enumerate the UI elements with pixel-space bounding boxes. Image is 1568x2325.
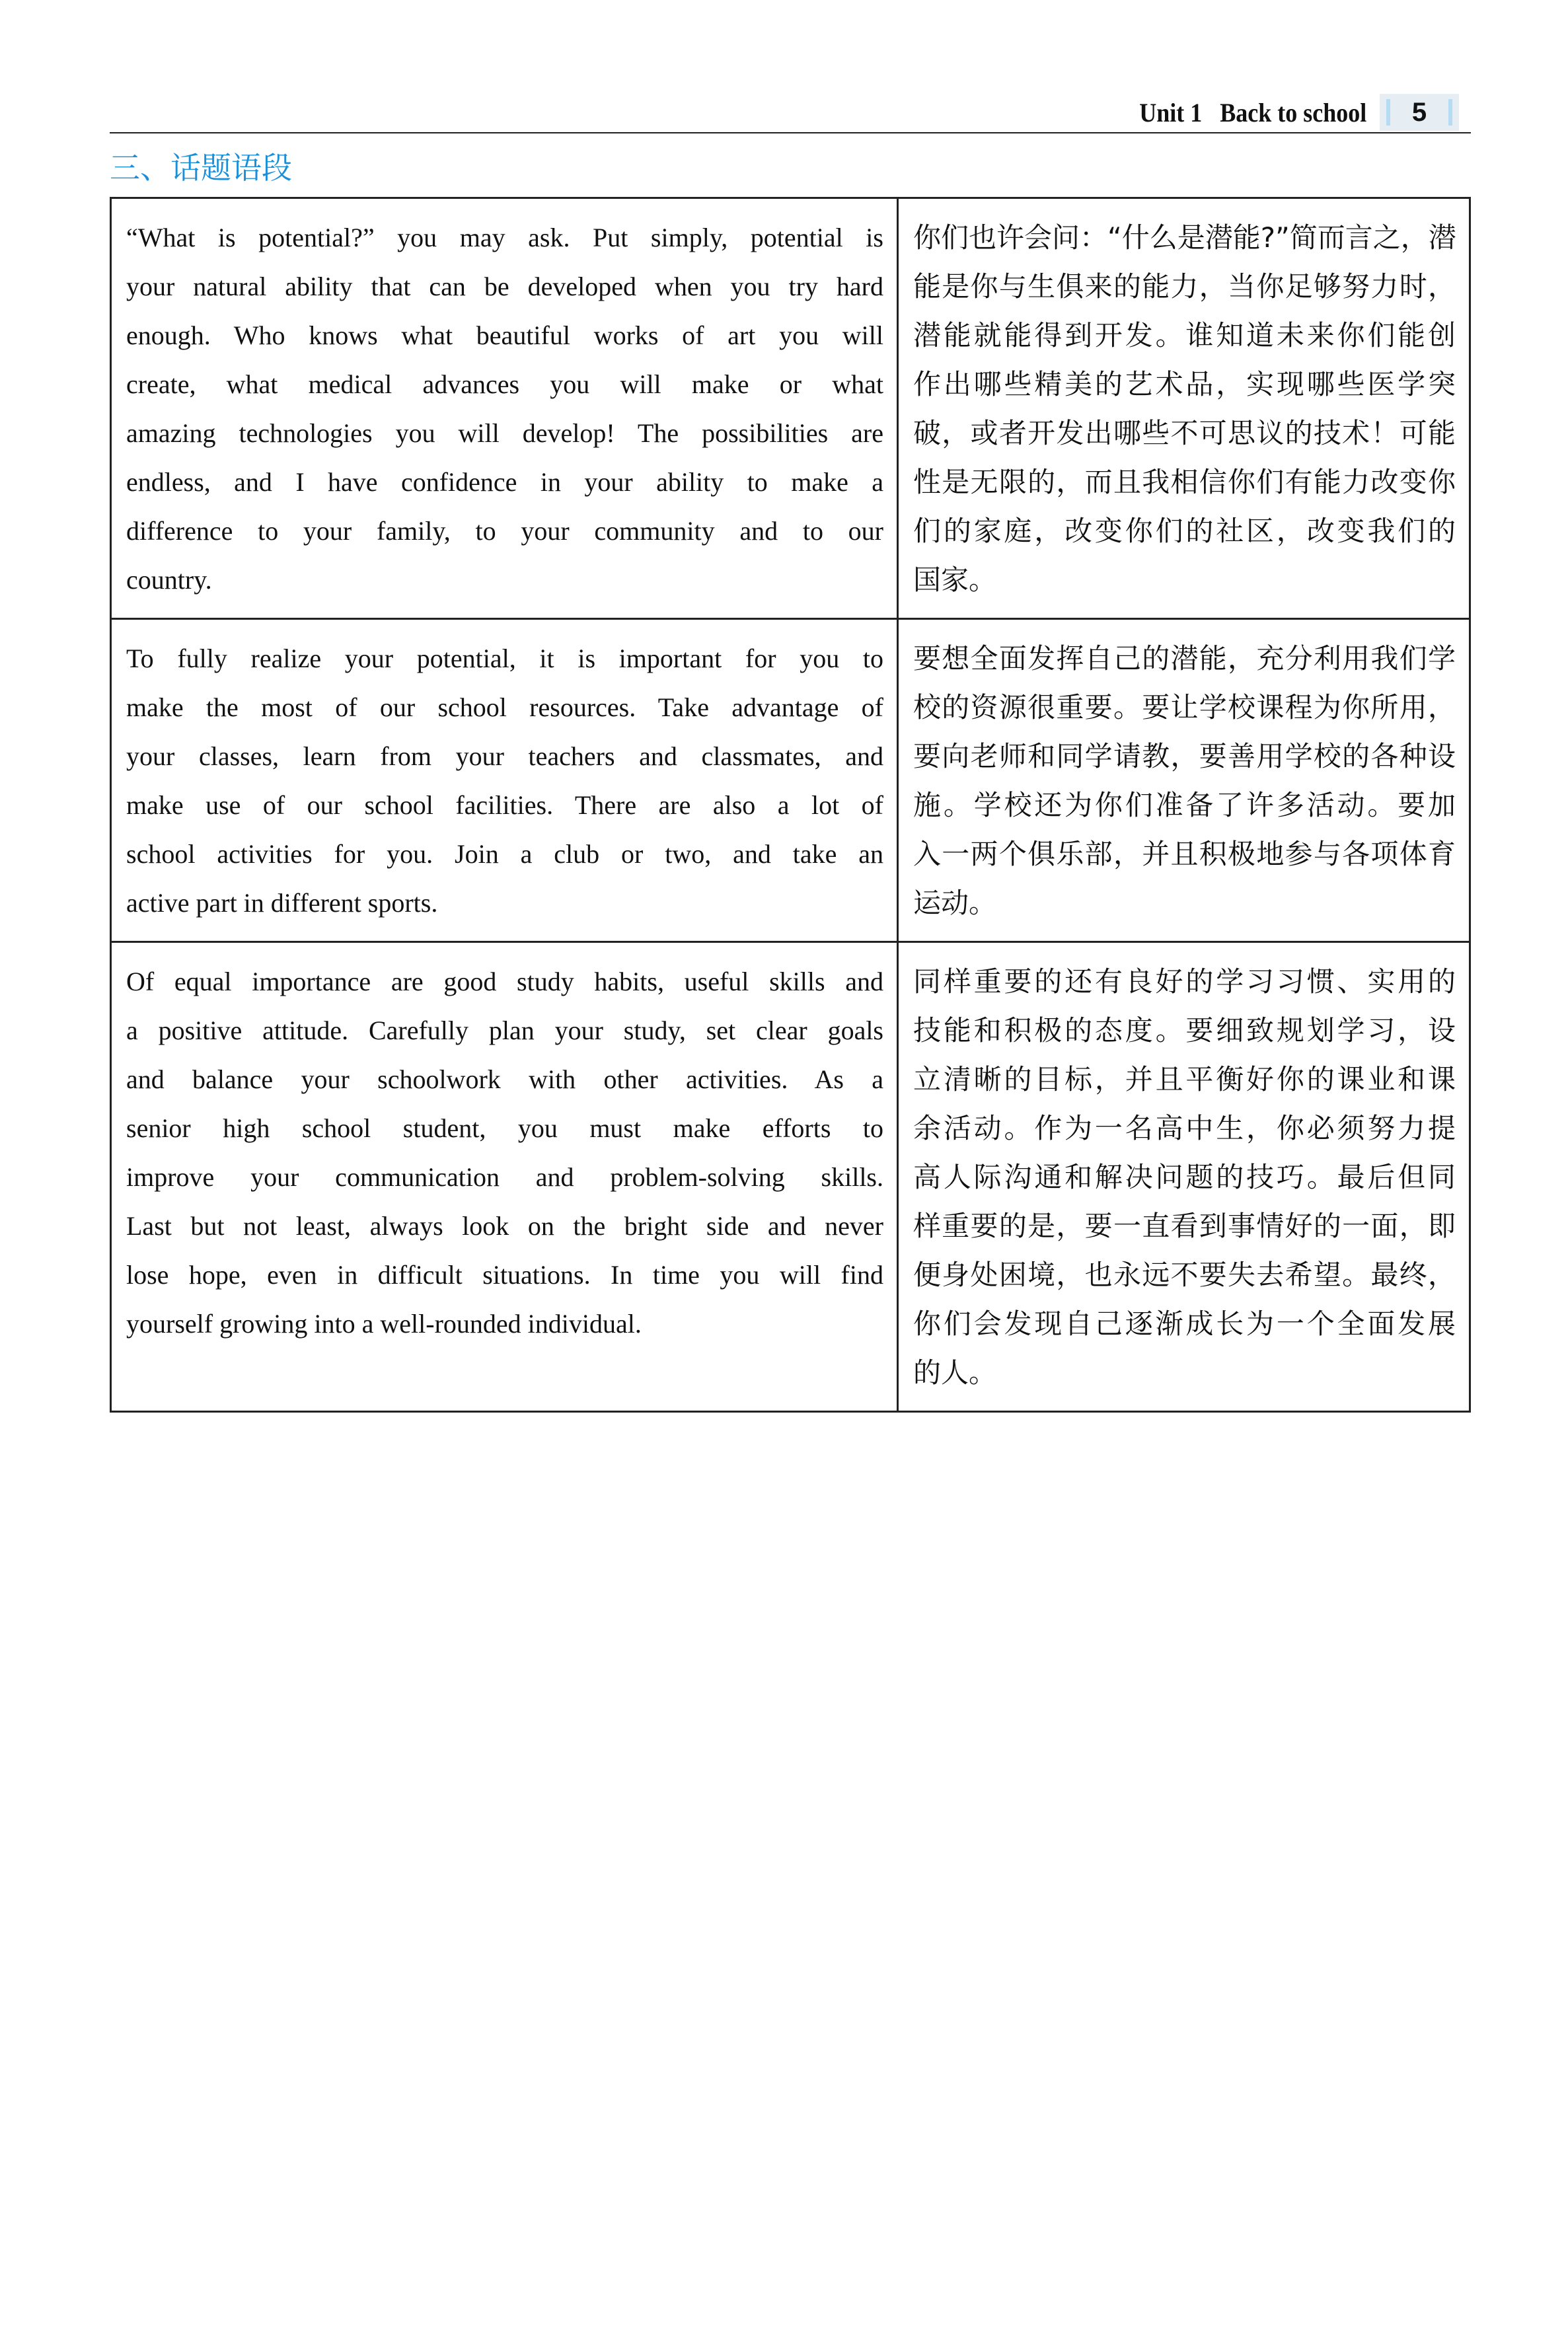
text-line: yourself growing into a well-rounded individual. xyxy=(126,1309,642,1339)
text-line: create, what medical advances you will make or what xyxy=(126,369,883,399)
text-line: “What is potential?” you may ask. Put simply, potential is xyxy=(126,223,883,252)
text-line: difference to your family, to your community and to our xyxy=(126,516,883,546)
text-line: lose hope, even in difficult situations. In time you will find xyxy=(126,1260,883,1290)
text-line: 便身处困境，也永远不要失去希望。最终， xyxy=(913,1259,1456,1291)
text-line: 作出哪些精美的艺术品，实现哪些医学突 xyxy=(913,368,1456,400)
text-line: and balance your schoolwork with other activities. As a xyxy=(126,1064,883,1094)
header-rule xyxy=(110,132,1471,133)
text-line: country. xyxy=(126,565,212,595)
text-line: make the most of our school resources. Take advantage of xyxy=(126,692,883,722)
chinese-paragraph xyxy=(898,942,1470,1412)
text-line: 性是无限的，而且我相信你们有能力改变你 xyxy=(913,466,1456,498)
text-line: 立清晰的目标，并且平衡好你的课业和课 xyxy=(913,1063,1456,1095)
table-row xyxy=(111,942,1470,1412)
english-paragraph xyxy=(111,942,898,1412)
text-line: 技能和积极的态度。要细致规划学习，设 xyxy=(913,1014,1456,1047)
text-line: Last but not least, always look on the bright side and never xyxy=(126,1211,883,1241)
text-line: make use of our school facilities. There are also a lot of xyxy=(126,790,883,820)
english-paragraph xyxy=(111,198,898,619)
text-line: 入一两个俱乐部，并且积极地参与各项体育 xyxy=(913,838,1456,870)
text-line: 校的资源很重要。要让学校课程为你所用， xyxy=(913,691,1456,723)
text-line: 要想全面发挥自己的潜能，充分利用我们学 xyxy=(913,642,1456,675)
bilingual-table xyxy=(110,197,1471,1413)
text-line: endless, and I have confidence in your ability to make a xyxy=(126,467,883,497)
chinese-paragraph xyxy=(898,619,1470,942)
text-line: 潜能就能得到开发。谁知道未来你们能创 xyxy=(913,319,1456,351)
text-line: Of equal importance are good study habits, useful skills and xyxy=(126,967,883,996)
chinese-paragraph xyxy=(898,198,1470,619)
text-line: 余活动。作为一名高中生，你必须努力提 xyxy=(913,1112,1456,1144)
text-line: 你们会发现自己逐渐成长为一个全面发展 xyxy=(913,1308,1456,1340)
text-line: 的人。 xyxy=(913,1356,997,1389)
text-line: 样重要的是，要一直看到事情好的一面，即 xyxy=(913,1210,1456,1242)
text-line: a positive attitude. Carefully plan your study, set clear goals xyxy=(126,1015,883,1045)
page-number: 5 xyxy=(1380,94,1459,131)
text-line: amazing technologies you will develop! The possibilities are xyxy=(126,418,883,448)
text-line: improve your communication and problem-solving skills. xyxy=(126,1162,883,1192)
text-line: 高人际沟通和解决问题的技巧。最后但同 xyxy=(913,1161,1456,1193)
text-line: 同样重要的还有良好的学习习惯、实用的 xyxy=(913,965,1456,998)
text-line: 要向老师和同学请教，要善用学校的各种设 xyxy=(913,740,1456,772)
text-line: 们的家庭，改变你们的社区，改变我们的 xyxy=(913,515,1456,547)
text-line: your natural ability that can be developed when you try hard xyxy=(126,272,883,301)
text-line: school activities for you. Join a club or two, and take an xyxy=(126,839,883,869)
text-line: 破，或者开发出哪些不可思议的技术！可能 xyxy=(913,417,1456,449)
text-line: 你们也许会问：“什么是潜能?”简而言之，潜 xyxy=(913,221,1456,254)
running-header xyxy=(1114,92,1459,132)
text-line: To fully realize your potential, it is important for you to xyxy=(126,644,883,673)
text-line: 施。学校还为你们准备了许多活动。要加 xyxy=(913,789,1456,821)
text-line: your classes, learn from your teachers and classmates, and xyxy=(126,741,883,771)
table-row xyxy=(111,619,1470,942)
text-line: active part in different sports. xyxy=(126,888,438,918)
english-paragraph xyxy=(111,619,898,942)
text-line: 国家。 xyxy=(913,564,997,596)
text-line: 运动。 xyxy=(913,887,997,919)
text-line: senior high school student, you must make efforts to xyxy=(126,1113,883,1143)
unit-title: Unit 1 Back to school xyxy=(1139,97,1366,128)
section-title: 三、话题语段 xyxy=(110,150,292,186)
text-line: enough. Who knows what beautiful works of art you will xyxy=(126,320,883,350)
text-line: 能是你与生俱来的能力，当你足够努力时， xyxy=(913,270,1456,303)
table-row xyxy=(111,198,1470,619)
